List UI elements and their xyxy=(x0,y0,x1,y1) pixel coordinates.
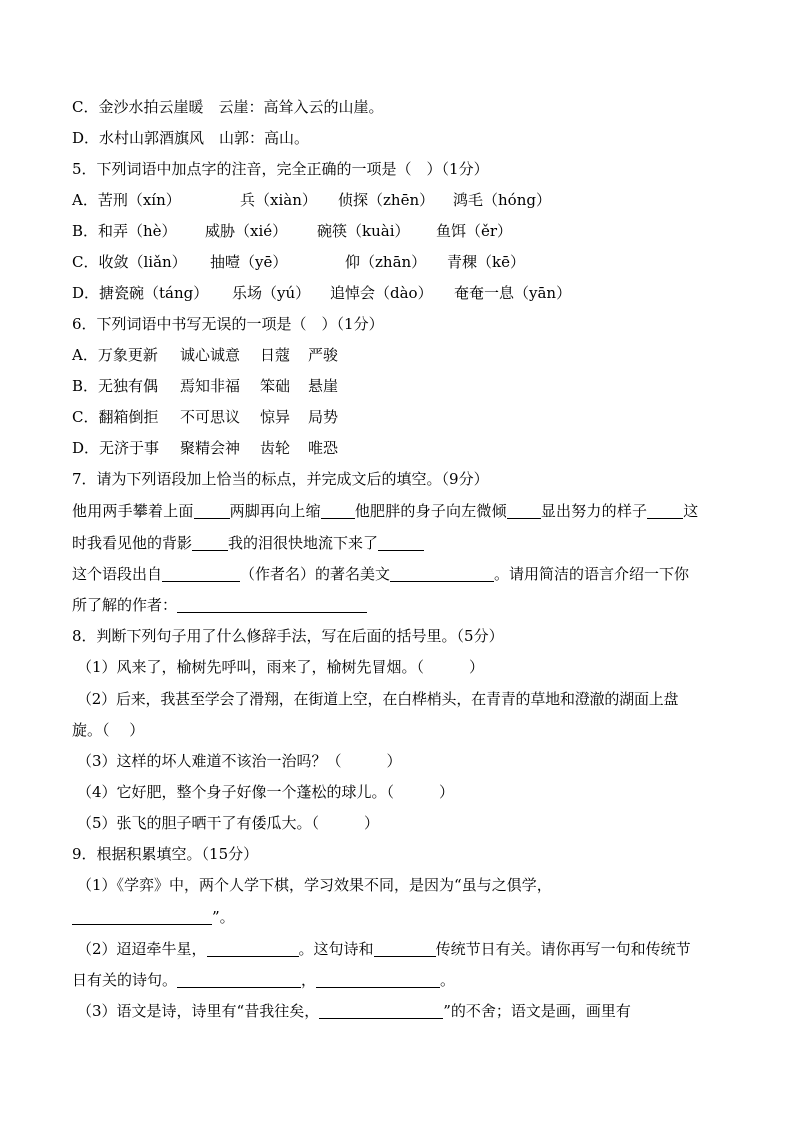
q8-item-2: （2）后来，我甚至学会了滑翔，在街道上空，在白桦梢头，在青青的草地和澄澈的湖面上盘 xyxy=(77,690,679,708)
title-blank[interactable] xyxy=(390,565,494,582)
q5-option-c: C．收敛（liǎn） 抽噎（yē） 仰（zhān） 青稞（kē） xyxy=(72,253,525,271)
punctuation-blank[interactable] xyxy=(378,534,424,551)
question-7: 7．请为下列语段加上恰当的标点，并完成文后的填空。（9分） xyxy=(72,470,489,488)
q7-author-line: 所了解的作者： xyxy=(72,594,722,616)
q7-passage-line-2: 时我看见他的背影 我的泪很快地流下来了 xyxy=(72,532,722,554)
question-5: 5．下列词语中加点字的注音，完全正确的一项是（ ）（1分） xyxy=(72,160,489,178)
q6-option-d: D．无济于事 聚精会神 齿轮 唯恐 xyxy=(72,439,339,457)
q6-option-b: B．无独有偶 焉知非福 笨础 悬崖 xyxy=(72,377,339,395)
fill-blank[interactable] xyxy=(207,940,299,957)
punctuation-blank[interactable] xyxy=(321,502,355,519)
fill-blank[interactable] xyxy=(72,908,212,925)
author-intro-blank[interactable] xyxy=(177,596,367,613)
q4-option-d: D．水村山郭酒旗风 山郭：高山。 xyxy=(72,129,310,147)
q5-option-a: A．苦刑（xín） 兵（xiàn） 侦探（zhēn） 鸿毛（hóng） xyxy=(72,191,551,209)
q4-option-c: C．金沙水拍云崖暖 云崖：高耸入云的山崖。 xyxy=(72,98,384,116)
q7-passage-line-1: 他用两手攀着上面 两脚再向上缩 他肥胖的身子向左微倾 显出努力的样子 这 xyxy=(72,502,699,520)
q8-item-1: （1）风来了，榆树先呼叫，雨来了，榆树先冒烟。（ ） xyxy=(77,658,485,676)
q9-item-1: （1）《学弈》中，两个人学下棋，学习效果不同，是因为“虽与之俱学， xyxy=(77,876,552,894)
q5-option-b: B．和弄（hè） 威胁（xié） 碗筷（kuài） 鱼饵（ěr） xyxy=(72,222,513,240)
q9-item-2: （2）迢迢牵牛星， 。这句诗和 传统节日有关。请你再写一句和传统节 xyxy=(77,940,691,958)
punctuation-blank[interactable] xyxy=(194,502,230,519)
question-8: 8．判断下列句子用了什么修辞手法，写在后面的括号里。（5分） xyxy=(72,627,504,645)
q8-item-3: （3）这样的坏人难道不该治一治吗？（ ） xyxy=(77,752,402,770)
fill-blank[interactable] xyxy=(319,1002,443,1019)
q8-item-2-cont: 旋。（ ） xyxy=(72,721,145,739)
q6-option-c: C．翻箱倒拒 不可思议 惊异 局势 xyxy=(72,408,339,426)
punctuation-blank[interactable] xyxy=(192,534,228,551)
q5-option-d: D．搪瓷碗（táng） 乐场（yú） 追悼会（dào） 奄奄一息（yān） xyxy=(72,284,572,302)
poem-blank[interactable] xyxy=(316,971,440,988)
q9-item-3: （3）语文是诗，诗里有“昔我往矣， ”的不舍；语文是画，画里有 xyxy=(77,1002,631,1020)
punctuation-blank[interactable] xyxy=(507,502,541,519)
q7-source-line: 这个语段出自 （作者名）的著名美文 。请用简洁的语言介绍一下你 xyxy=(72,565,690,583)
q9-item-2-cont: 日有关的诗句。 ， 。 xyxy=(72,971,456,989)
author-blank[interactable] xyxy=(162,565,240,582)
q8-item-5: （5）张飞的胆子晒干了有倭瓜大。（ ） xyxy=(77,814,380,832)
q8-item-4: （4）它好肥，整个身子好像一个蓬松的球儿。（ ） xyxy=(77,783,455,801)
poem-blank[interactable] xyxy=(177,971,301,988)
punctuation-blank[interactable] xyxy=(647,502,683,519)
q6-option-a: A．万象更新 诚心诚意 日蔻 严骏 xyxy=(72,346,339,364)
q9-item-1-cont: ”。 xyxy=(72,906,722,928)
festival-blank[interactable] xyxy=(374,940,436,957)
question-9: 9．根据积累填空。（15分） xyxy=(72,845,259,863)
question-6: 6．下列词语中书写无误的一项是（ ）（1分） xyxy=(72,315,384,333)
